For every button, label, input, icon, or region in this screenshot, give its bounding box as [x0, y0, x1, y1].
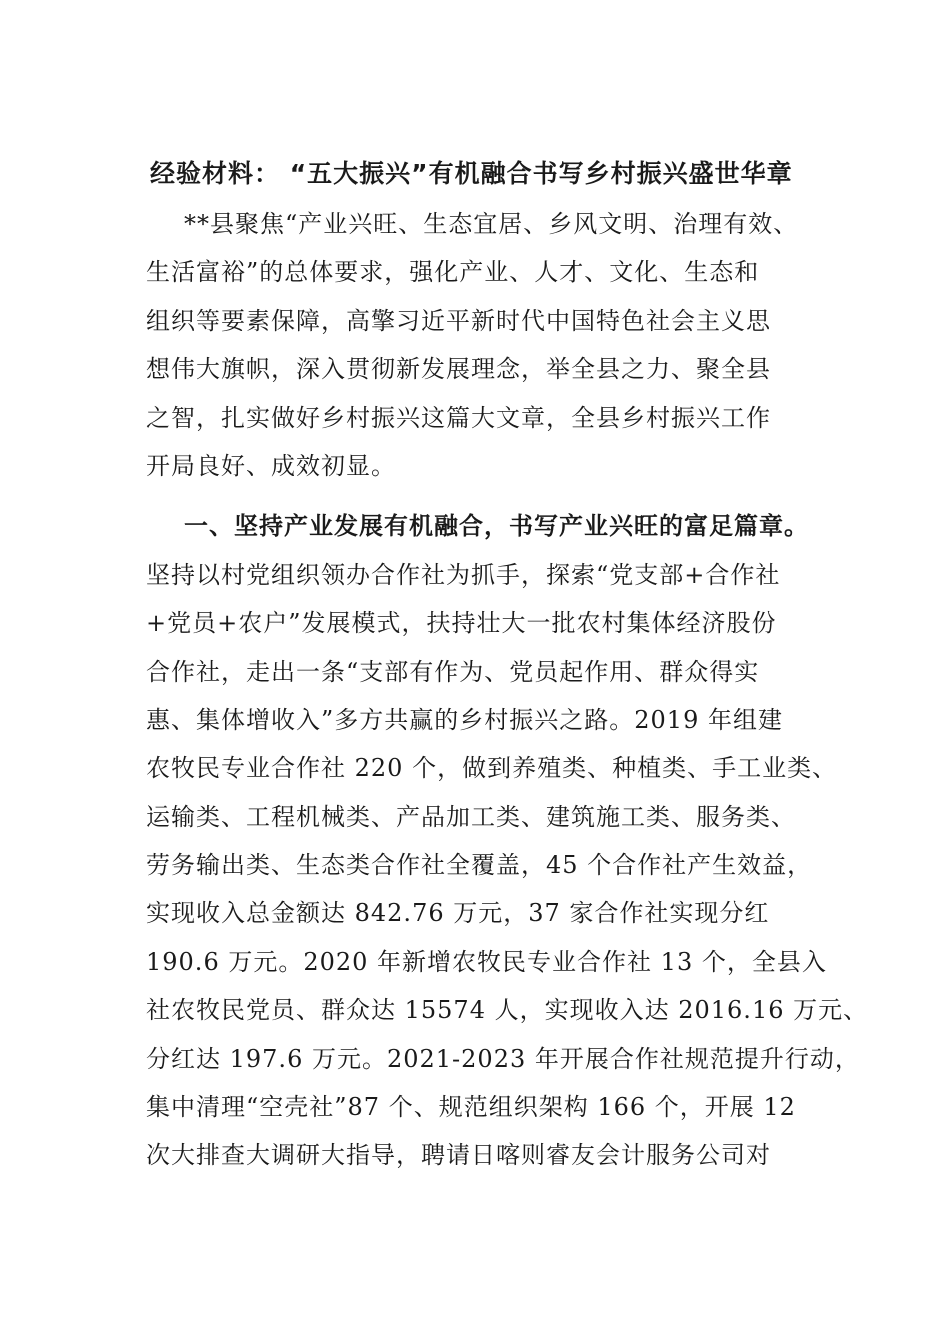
intro-line: 开局良好、成效初显。 [146, 451, 396, 480]
section-1-line: 集中清理“空壳社”87 个、规范组织架构 166 个，开展 12 [146, 1093, 796, 1122]
section-1-line: 坚持以村党组织领办合作社为抓手，探索“党支部+合作社 [146, 560, 781, 589]
intro-line: 之智，扎实做好乡村振兴这篇大文章，全县乡村振兴工作 [146, 403, 771, 432]
section-1-line: 社农牧民党员、群众达 15574 人，实现收入达 2016.16 万元、 [146, 996, 869, 1025]
intro-line: 想伟大旗帜，深入贯彻新发展理念，举全县之力、聚全县 [146, 355, 771, 384]
intro-line: 组织等要素保障，高擎习近平新时代中国特色社会主义思 [146, 306, 771, 335]
section-1-heading: 一、坚持产业发展有机融合，书写产业兴旺的富足篇章。 [184, 512, 809, 541]
section-1-line: 惠、集体增收入”多方共赢的乡村振兴之路。2019 年组建 [146, 705, 783, 734]
section-1-line: +党员+农户”发展模式，扶持壮大一批农村集体经济股份 [146, 609, 777, 638]
document-body [146, 200, 869, 1180]
section-1-line: 分红达 197.6 万元。2021-2023 年开展合作社规范提升行动， [146, 1044, 860, 1073]
section-1-line: 运输类、工程机械类、产品加工类、建筑施工类、服务类、 [146, 802, 796, 831]
section-1-line: 190.6 万元。2020 年新增农牧民专业合作社 13 个，全县入 [146, 947, 827, 976]
intro-line: **县聚焦“产业兴旺、生态宜居、乡风文明、治理有效、 [184, 210, 799, 238]
section-1-line: 农牧民专业合作社 220 个，做到养殖类、种植类、手工业类、 [146, 754, 838, 783]
section-1-line: 实现收入总金额达 842.76 万元，37 家合作社实现分红 [146, 899, 770, 928]
paragraph-gap [146, 490, 836, 502]
section-1-line: 合作社，走出一条“支部有作为、党员起作用、群众得实 [146, 657, 760, 686]
section-1-line: 次大排查大调研大指导，聘请日喀则睿友会计服务公司对 [146, 1141, 771, 1170]
intro-line: 生活富裕”的总体要求，强化产业、人才、文化、生态和 [146, 258, 760, 287]
document-title: 经验材料： “五大振兴”有机融合书写乡村振兴盛世华章 [150, 159, 793, 188]
section-1-line: 劳务输出类、生态类合作社全覆盖，45 个合作社产生效益， [146, 851, 813, 880]
